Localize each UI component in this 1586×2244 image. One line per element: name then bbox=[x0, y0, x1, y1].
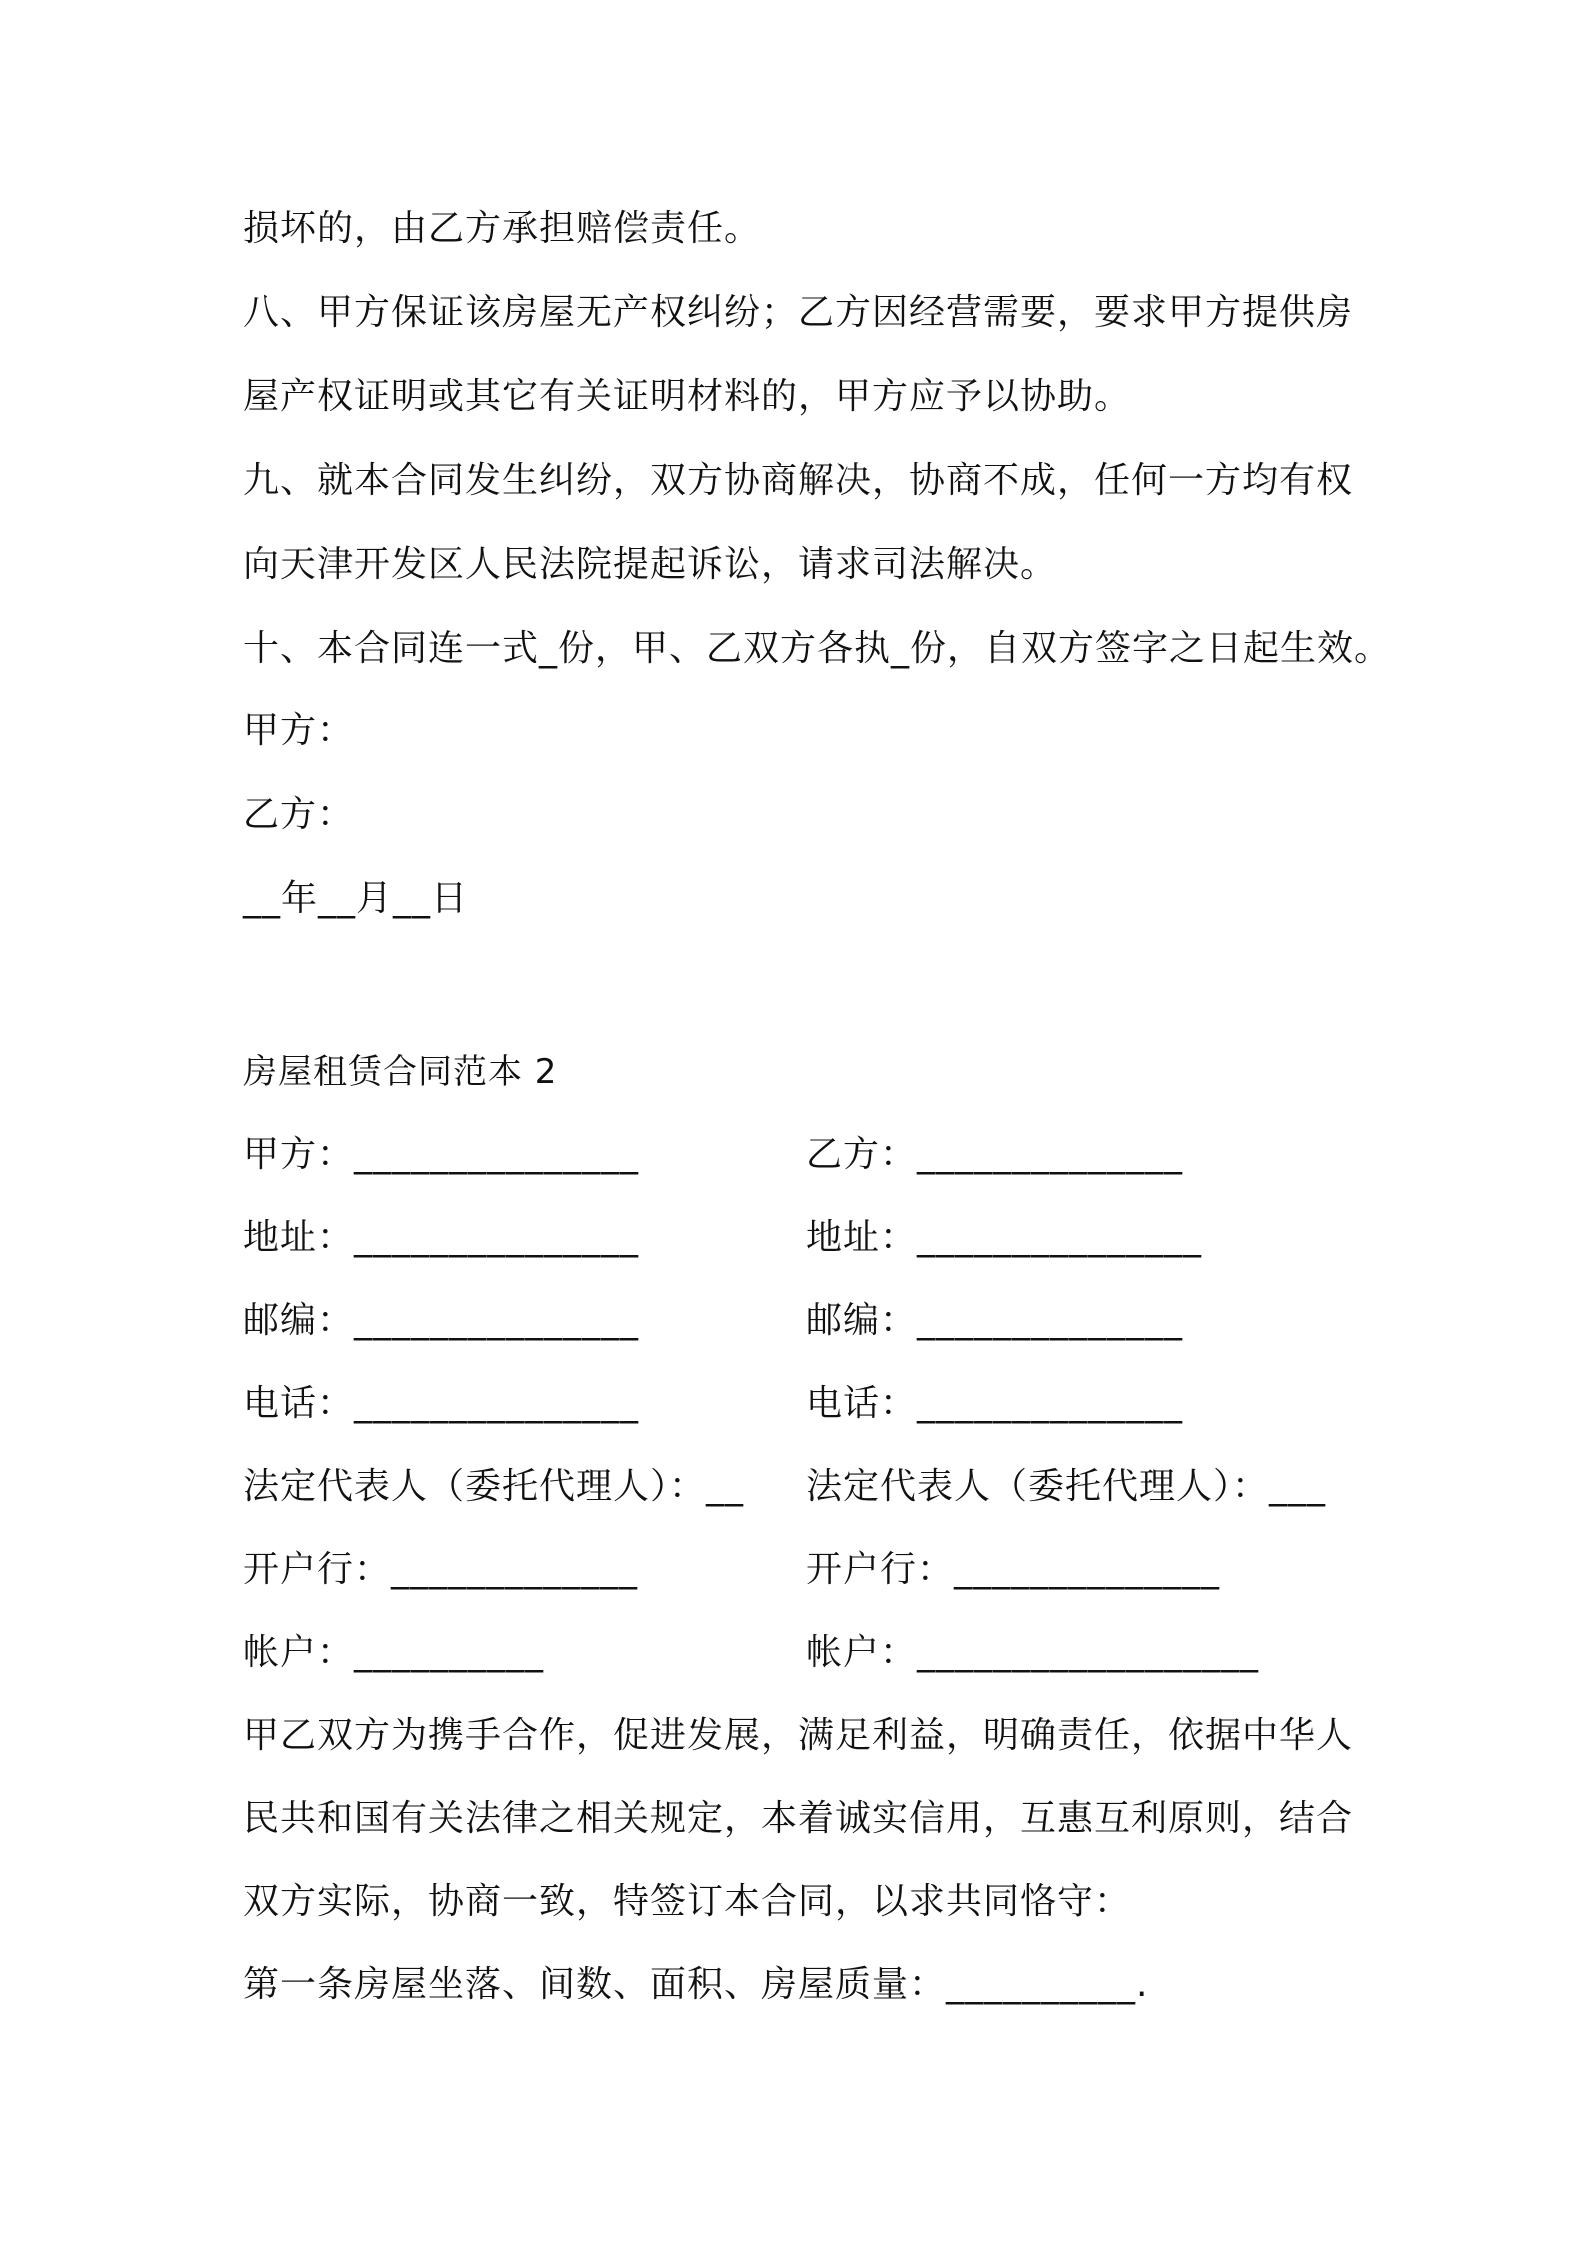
party-a-bank-field: 开户行：_____________ bbox=[243, 1549, 639, 1590]
party-a-postcode-field: 邮编：_______________ bbox=[243, 1300, 640, 1341]
article-1: 第一条房屋坐落、间数、面积、房屋质量：__________. bbox=[243, 1964, 1149, 2005]
party-a-name-field: 甲方：_______________ bbox=[243, 1134, 640, 1175]
clause-9-line-2: 向天津开发区人民法院提起诉讼，请求司法解决。 bbox=[243, 544, 1058, 585]
party-a-phone-field: 电话：_______________ bbox=[243, 1383, 640, 1424]
preamble-line-2: 民共和国有关法律之相关规定，本着诚实信用，互惠互利原则，结合 bbox=[243, 1798, 1354, 1839]
clause-9-line-1: 九、就本合同发生纠纷，双方协商解决，协商不成，任何一方均有权 bbox=[243, 460, 1354, 501]
section-title: 房屋租赁合同范本 2 bbox=[243, 1052, 558, 1092]
party-a-account-field: 帐户：__________ bbox=[243, 1632, 545, 1673]
preamble-line-1: 甲乙双方为携手合作，促进发展，满足利益，明确责任，依据中华人 bbox=[243, 1715, 1354, 1756]
party-b-postcode-field: 邮编：______________ bbox=[806, 1300, 1184, 1341]
party-b-address-field: 地址：_______________ bbox=[806, 1217, 1203, 1258]
party-a-signature: 甲方： bbox=[243, 710, 355, 751]
party-b-account-field: 帐户：__________________ bbox=[806, 1632, 1260, 1673]
party-b-representative-field: 法定代表人（委托代理人）：___ bbox=[806, 1466, 1327, 1507]
party-b-bank-field: 开户行：______________ bbox=[806, 1549, 1221, 1590]
party-a-representative-field: 法定代表人（委托代理人）：__ bbox=[243, 1466, 745, 1507]
signature-date: __年__月__日 bbox=[243, 878, 469, 919]
clause-8-line-2: 屋产权证明或其它有关证明材料的，甲方应予以协助。 bbox=[243, 376, 1132, 417]
clause-7-continuation: 损坏的，由乙方承担赔偿责任。 bbox=[243, 208, 762, 249]
preamble-line-3: 双方实际，协商一致，特签订本合同，以求共同恪守： bbox=[243, 1881, 1132, 1922]
party-b-signature: 乙方： bbox=[243, 794, 355, 835]
party-b-name-field: 乙方：______________ bbox=[806, 1134, 1184, 1175]
party-b-phone-field: 电话：______________ bbox=[806, 1383, 1184, 1424]
clause-8-line-1: 八、甲方保证该房屋无产权纠纷；乙方因经营需要，要求甲方提供房 bbox=[243, 292, 1354, 333]
party-a-address-field: 地址：_______________ bbox=[243, 1217, 640, 1258]
clause-10: 十、本合同连一式_份，甲、乙双方各执_份，自双方签字之日起生效。 bbox=[243, 628, 1392, 669]
